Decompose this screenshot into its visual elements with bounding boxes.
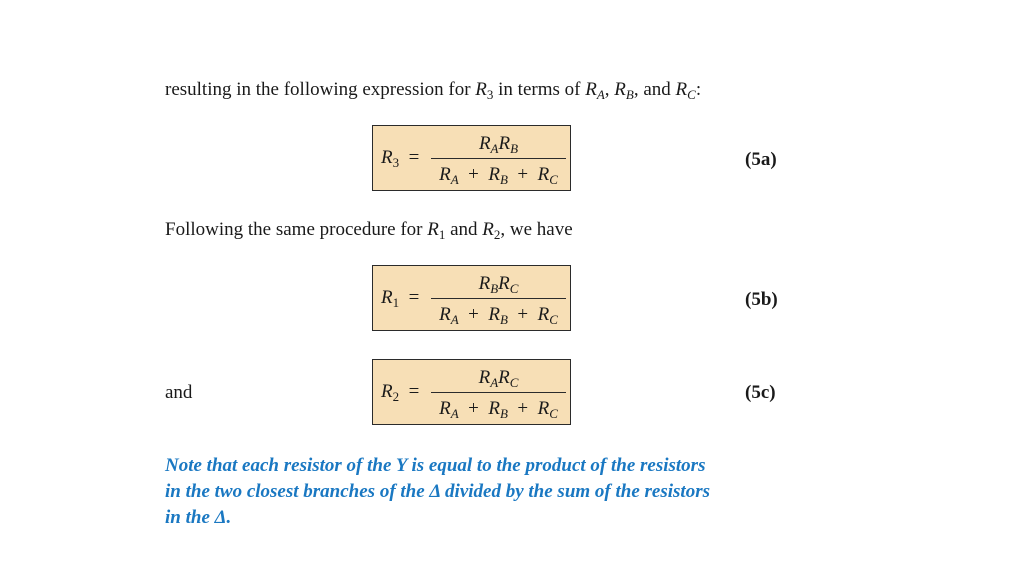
procedure-sentence: Following the same procedure for $R_1$ and $R_2$, we have [165, 219, 573, 242]
denominator: $R_A + R_B + R_C$ [439, 304, 558, 328]
denominator: $R_A + R_B + R_C$ [439, 164, 558, 188]
note-line-2: in the two closest branches of the Δ divided by the sum of the resistors [165, 481, 710, 502]
fraction-bar [431, 298, 566, 299]
numerator: $R_AR_C$ [478, 367, 519, 390]
fraction-bar [431, 392, 566, 393]
highlighted-note [165, 453, 805, 531]
equation-5c-box [372, 359, 571, 425]
equation-number-5c: (5c) [745, 382, 776, 403]
note-line-3: in the Δ. [165, 507, 232, 528]
numerator: $R_BR_C$ [478, 273, 519, 296]
equation-5b-box [372, 265, 571, 331]
fraction-bar [431, 158, 566, 159]
equation-fraction [431, 366, 566, 421]
equation-number-5b: (5b) [745, 289, 778, 310]
note-line-1: Note that each resistor of the Y is equal to the product of the resistors [165, 455, 706, 476]
equation-fraction [431, 272, 566, 327]
equation-lhs: $R_3$ = [381, 147, 420, 170]
denominator: $R_A + R_B + R_C$ [439, 398, 558, 422]
numerator: $R_AR_B$ [478, 133, 519, 156]
equation-fraction [431, 132, 566, 187]
equation-5a-box [372, 125, 571, 191]
equation-lhs: $R_2$ = [381, 381, 420, 404]
equation-lhs: $R_1$ = [381, 287, 420, 310]
and-label: and [165, 382, 193, 403]
equation-number-5a: (5a) [745, 149, 777, 170]
intro-sentence: resulting in the following expression for $R_3$ in terms of $R_A$, $R_B$, and $R_C$: [165, 79, 702, 102]
